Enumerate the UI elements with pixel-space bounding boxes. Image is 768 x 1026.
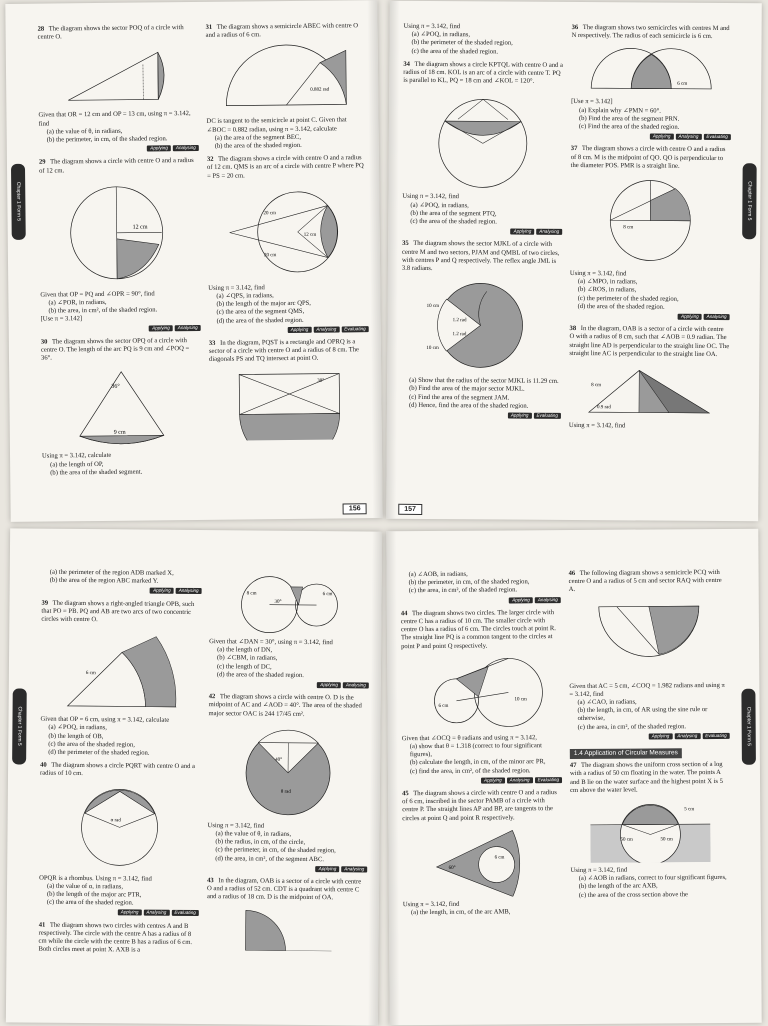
hots-badge: Analysing — [343, 682, 369, 688]
hots-badge: Applying — [509, 597, 533, 603]
hots-badge: Applying — [317, 682, 341, 688]
hots-badges — [39, 908, 199, 918]
part-b: (b) the area of the shaded region. — [207, 141, 367, 151]
sector-diagram — [61, 366, 182, 449]
question-38-continued — [42, 569, 202, 596]
question-45 — [402, 789, 563, 917]
question-number: 35 — [402, 240, 409, 247]
angle-label: 1.2 rad — [453, 318, 467, 323]
question-46 — [569, 569, 730, 741]
length-label: 8 cm — [591, 383, 601, 388]
question-32 — [207, 154, 369, 334]
question-number: 29 — [39, 159, 46, 166]
question-number: 33 — [209, 340, 216, 347]
question-31 — [206, 22, 367, 151]
sector-diagram — [416, 277, 547, 374]
hots-badge: Applying — [316, 866, 340, 872]
part-c: (c) the perimeter of the shaded region, — [570, 295, 730, 304]
chapter-tab: Chapter 1 Form 5 — [741, 689, 756, 765]
sector-diagram — [231, 906, 341, 951]
length-label: 10 cm — [426, 346, 439, 351]
part-b: (b) the length of the major arc QPS, — [208, 299, 368, 309]
hots-badge: Evaluating — [171, 910, 199, 916]
part-a: (a) the length, in cm, of the arc AMB, — [403, 908, 563, 917]
question-35 — [401, 240, 562, 420]
page-159 — [386, 529, 761, 1026]
semicircle-diagram — [589, 598, 710, 679]
circle-diagram — [64, 178, 175, 287]
question-44 — [401, 609, 562, 785]
question-text: The diagram shows a circle with centre O and a radius of 6 cm, inscribed in the sector PAMB of a circle with centre P. The straight lines AP and BP, are tangents to the circles at point Q and point R respectively. — [402, 789, 557, 822]
question-number: 31 — [206, 24, 213, 31]
question-number: 32 — [207, 156, 214, 163]
part-b: (b) calculate the length, in cm, of the minor arc PR, — [402, 759, 562, 768]
question-text: The diagram shows a circle with centre O and a radius of 8 cm. M is the midpoint of QO. QO is perpendicular to the diameter POS. PMR is a straight line. — [571, 145, 726, 169]
part-a: (a) the value of α, in radians, — [39, 882, 199, 892]
question-text: In the diagram, OAB is a sector of a circle with centre O with a radius of 8 cm, such that ∠AOB = 0.9 radian. The straight line AD is perpendicular to the straight line OC. The straight line AC is perpendicular to the straight line OA. — [569, 325, 729, 358]
hots-badge: Analysing — [175, 325, 201, 331]
given-text: Using π = 3.142, find — [208, 822, 368, 832]
question-text: The diagram shows a circle with centre O. D is the midpoint of AC and ∠AOD = 40°. The area of the shaded major sector OAC is 244 17/45 cm². — [209, 693, 362, 717]
part-c: (c) the area, in cm², of the shaded region. — [401, 586, 561, 595]
part-a: (a) ∠POQ, in radians, — [40, 724, 200, 734]
question-39 — [40, 599, 201, 758]
question-38 — [569, 325, 730, 431]
question-number: 34 — [403, 61, 410, 68]
given-text: Given that OP = PQ and ∠OPR = 90°, find — [40, 290, 200, 300]
circle-diagram — [417, 89, 548, 190]
part-b: (b) the area of the shaded segment. — [42, 468, 202, 478]
part-b: (b) the length of the major arc PTR, — [39, 891, 199, 901]
question-42 — [207, 693, 369, 873]
given-text: Using π = 3.142, find — [403, 900, 563, 909]
hots-badge: Evaluating — [341, 326, 369, 332]
question-text: The diagram shows a circle with centre O and a radius of 12 cm. QMS is an arc of a circle with centre P where PQ = PS = 20 cm. — [207, 154, 364, 179]
hots-badges — [571, 132, 731, 141]
circle-diagram — [217, 183, 358, 280]
hots-badge: Applying — [150, 588, 174, 594]
question-text: The diagram shows two circles with centres A and B respectively. The circle with the centre A has a radius of 8 cm while the circle with the centre B has a radius of 6 cm. Both circles meet at point X. AXB is a — [38, 921, 192, 953]
angle-label: 0.9 rad — [597, 405, 611, 410]
given-text: Using π = 3.142, find — [570, 270, 730, 279]
question-36 — [571, 24, 732, 142]
given-text: Given that AC = 5 cm, ∠COQ = 1.982 radians and using π = 3.142, find — [569, 682, 729, 700]
hots-badge: Applying — [481, 777, 505, 783]
page-gutter — [368, 532, 382, 1026]
given-text: Given that ∠OCQ = θ radians and using π = 3.142, — [402, 734, 562, 743]
part-d: (d) the perimeter of the shaded region. — [40, 749, 200, 759]
question-text: The diagram shows a circle KPTQL with centre O and a radius of 18 cm. KOL is an arc of a circle with centre T. PQ is parallel to KL, PQ = 18 cm and ∠KOL = 120°. — [403, 61, 563, 85]
hots-badges — [209, 325, 369, 335]
question-number: 43 — [207, 877, 214, 884]
given-text: Given that OP = 6 cm, using π = 3.142, calculate — [40, 716, 200, 726]
question-text: In the diagram, PQST is a rectangle and OPRQ is a sector of a circle with centre O and a radius of 8 cm. The diagonals PS and TQ intersect at point O. — [209, 338, 359, 363]
page-157 — [386, 1, 762, 522]
angle-label: θ rad — [281, 790, 292, 795]
question-30 — [41, 337, 202, 478]
length-label: 6 cm — [438, 704, 448, 709]
hots-badges — [42, 586, 202, 596]
part-c: (c) the area of the shaded region. — [39, 899, 199, 909]
column-right — [569, 24, 732, 436]
part-c: (c) the area of the cross section above the — [571, 891, 731, 900]
part-a: (a) ∠QPS, in radians, — [208, 291, 368, 301]
chapter-tab: Chapter 1 Form 5 — [12, 688, 27, 764]
radius-label: 50 cm — [660, 837, 673, 842]
question-text: The diagram shows two circles. The larger circle with centre C has a radius of 10 cm. The smaller circle with centre O has a radius of 6 cm. The circles touch at point R. The straight line PQ is a common tangent to the circles at point P and point Q respectively. — [401, 609, 556, 650]
length-label: 6 cm — [86, 671, 96, 676]
angle-label: α rad — [111, 818, 122, 823]
length-label: 8 cm — [623, 225, 633, 230]
angle-label: 30° — [317, 378, 324, 383]
hots-badge: Applying — [650, 134, 674, 140]
given-text: Using π = 3.142, find — [569, 422, 729, 431]
section-title: Application of Circular Measures — [584, 749, 678, 757]
question-47 — [570, 761, 731, 900]
circle-diagram — [595, 174, 706, 267]
part-b: (b) ∠ROS, in radians, — [570, 286, 730, 295]
page-gutter — [386, 531, 399, 1025]
hots-badge: Applying — [508, 413, 532, 419]
angle-label: 0.882 rad — [310, 88, 329, 93]
length-label: 20 cm — [263, 211, 276, 216]
hots-badge: Evaluating — [535, 777, 562, 783]
two-circles-diagram — [416, 654, 547, 731]
page-number: 157 — [398, 504, 422, 515]
part-c: (c) find the area, in cm², of the shaded region. — [402, 767, 562, 776]
given-text: Using π = 3.142, find — [571, 866, 731, 875]
question-33 — [209, 338, 370, 440]
length-label: 12 cm — [304, 233, 317, 238]
rectangle-diagram — [229, 367, 350, 440]
part-c: (c) the area of the shaded region. — [403, 47, 563, 56]
part-a: (a) the length of OP, — [42, 460, 202, 470]
hots-badges — [402, 776, 562, 785]
hots-badge: Applying — [288, 327, 312, 333]
question-number: 46 — [569, 570, 576, 577]
part-b: (b) the length of OB, — [40, 732, 200, 742]
page-158 — [6, 528, 382, 1025]
question-28 — [38, 24, 199, 154]
given-text: OPQR is a rhombus. Using π = 3.142, find — [39, 874, 199, 884]
part-a: (a) the length of DN, — [209, 646, 369, 656]
question-number: 36 — [572, 24, 579, 31]
part-b: (b) the area, in cm², of the shaded region. — [40, 306, 200, 316]
height-label: 5 cm — [684, 807, 694, 812]
question-number: 40 — [40, 762, 47, 769]
question-text: The diagram shows a circle with centre O and a radius of 12 cm. — [39, 157, 194, 174]
part-b: (b) the area of the region ABC marked Y. — [42, 577, 202, 587]
question-text: The diagram shows the sector MJKL of a circle with centre M and two sectors, PJAM and QMBL of two circles, with centres P and Q respectively. The reflex angle JML is 3.8 radians. — [402, 240, 559, 272]
question-text: The following diagram shows a semicircle PCQ with centre O and a radius of 5 cm and sector RAQ with centre A. — [569, 569, 722, 593]
hots-badges — [402, 227, 562, 236]
hots-badge: Analysing — [143, 910, 169, 916]
length-label: 10 cm — [514, 697, 527, 702]
part-a: (a) the value of θ, in radians, — [207, 830, 367, 840]
part-c: (c) the area of the segment QMS, — [209, 308, 369, 318]
angle-label: 30° — [275, 600, 282, 605]
part-d: (d) the area of the shaded region. — [570, 303, 730, 312]
hots-badges — [401, 411, 561, 420]
part-c: (c) Find the area of the segment JAM. — [401, 393, 561, 402]
question-number: 37 — [571, 145, 578, 152]
hots-badge: Analysing — [313, 326, 339, 332]
part-d: (d) Hence, find the area of the shaded region. — [401, 402, 561, 411]
section-code: 1.4 — [574, 750, 583, 757]
triangle-diagram — [56, 628, 187, 713]
hots-badge: Evaluating — [702, 733, 729, 739]
hots-badge: Evaluating — [533, 413, 560, 419]
hots-badge: Analysing — [675, 134, 701, 140]
part-d: (d) the area of the shaded region. — [209, 316, 369, 326]
length-label: 8 cm — [247, 591, 257, 596]
question-number: 30 — [41, 338, 48, 345]
column-right — [206, 570, 369, 956]
question-40 — [39, 762, 200, 918]
column-left — [38, 569, 201, 961]
question-43-continued — [401, 570, 561, 605]
log-cross-section-diagram — [590, 798, 710, 863]
question-text: The diagram shows a right-angled triangle OPB, such that PO = PB. PQ and AB are two arcs of two concentric circles with centre O. — [41, 599, 194, 623]
hots-badge: Applying — [118, 910, 142, 916]
hots-badges — [207, 864, 367, 874]
part-b: (b) ∠CBM, in radians, — [209, 655, 369, 665]
question-33-continued — [403, 23, 563, 57]
given-text: Using π = 3.142, find — [404, 23, 564, 32]
use-pi: [Use π = 3.142] — [571, 98, 731, 107]
part-b: (b) the length of the arc AXB, — [571, 882, 731, 891]
hots-badges — [39, 144, 199, 154]
length-label: 6 cm — [495, 855, 505, 860]
hots-badges — [209, 680, 369, 690]
part-c: (c) the area of the shaded region, — [40, 740, 200, 750]
part-a: (a) the value of θ, in radians, — [39, 127, 199, 137]
hots-badge: Analysing — [507, 777, 533, 783]
part-a: (a) ∠POQ, in radians, — [402, 201, 562, 210]
question-34 — [402, 61, 563, 237]
question-text: The diagram shows the uniform cross section of a log with a radius of 50 cm floating in the water. The points A and B lie on the water surface and the highest point X is 5 cm above the water level. — [570, 761, 723, 794]
hots-badge: Applying — [649, 733, 673, 739]
use-pi: [Use π = 3.142] — [41, 314, 201, 324]
part-a: (a) ∠AOB in radians, correct to four significant figures, — [571, 874, 731, 883]
hots-badge: Analysing — [535, 597, 561, 603]
question-number: 41 — [39, 921, 46, 928]
radius-label: 50 cm — [620, 838, 633, 843]
length-label: 6 cm — [323, 592, 333, 597]
question-number: 47 — [570, 762, 577, 769]
length-label: 10 cm — [427, 304, 440, 309]
part-b: (b) the length, in cm, of AR using the sine rule or otherwise, — [570, 706, 730, 724]
angle-label: 36° — [111, 383, 120, 390]
column-right — [569, 569, 731, 905]
hots-badges — [401, 596, 561, 605]
part-a: (a) show that θ = 1.318 (correct to four significant figures), — [402, 742, 562, 760]
page-number: 156 — [343, 503, 367, 514]
radius-label: 12 cm — [133, 224, 148, 230]
hots-badges — [41, 324, 201, 334]
question-text: The diagram shows the sector POQ of a circle with centre O. — [38, 24, 184, 41]
part-a: (a) ∠MPO, in radians, — [570, 278, 730, 287]
part-a: (a) ∠AOB, in radians, — [401, 570, 561, 579]
semicircle-diagram — [216, 43, 357, 114]
angle-label: 1.2 rad — [452, 332, 466, 337]
question-29 — [39, 157, 201, 333]
hots-badge: Analysing — [536, 229, 562, 235]
part-c: (c) the length of DC, — [209, 663, 369, 673]
hots-badge: Analysing — [341, 866, 367, 872]
hots-badges — [570, 732, 730, 741]
question-number: 45 — [402, 790, 409, 797]
part-c: (c) the area, in cm², of the shaded region. — [570, 723, 730, 732]
part-c: (c) the perimeter, in cm, of the shaded region, — [207, 847, 367, 857]
part-c: (c) Find the area of the shaded region. — [571, 123, 731, 132]
angle-label: 40° — [275, 758, 282, 763]
column-right — [206, 22, 370, 445]
circle-diagram — [233, 722, 344, 819]
part-a: (a) ∠POR, in radians, — [40, 298, 200, 308]
part-d: (d) the area, in cm², of the segment ABC. — [207, 855, 367, 865]
part-a: (a) the area of the segment BEC, — [207, 133, 367, 143]
question-number: 44 — [401, 610, 408, 617]
given-text: Given that OR = 12 cm and OP = 13 cm, using π = 3.142, find — [38, 110, 198, 128]
column-left — [401, 23, 564, 425]
part-b: (b) the perimeter, in cm, of the shaded region, — [401, 578, 561, 587]
hots-badge: Applying — [147, 145, 171, 151]
question-number: 39 — [41, 599, 48, 606]
part-a: (a) ∠POQ, in radians, — [404, 31, 564, 40]
length-label: 20 cm — [264, 253, 277, 258]
page-156 — [5, 0, 382, 522]
sector-diagram — [422, 826, 542, 897]
part-b: (b) Find the area of the major sector MJKL. — [401, 385, 561, 394]
page-gutter — [386, 1, 400, 519]
hots-badge: Applying — [678, 314, 702, 320]
given-text: Using π = 3.142, calculate — [42, 451, 202, 461]
sector-diagram — [579, 362, 719, 419]
given-text: DC is tangent to the semicircle at point C. Given that ∠BOC = 0.882 radian, using π = 3.142, calculate — [207, 117, 367, 135]
question-text: The diagram shows two semicircles with centres M and N respectively. The radius of each semicircle is 6 cm. — [572, 24, 730, 40]
question-text: The diagram shows a semicircle ABEC with centre O and a radius of 6 cm. — [206, 22, 358, 39]
hots-badges — [570, 312, 730, 321]
part-a: (a) Explain why ∠PMN = 60°. — [571, 107, 731, 116]
section-heading — [570, 748, 682, 759]
column-left — [38, 24, 203, 483]
hots-badge: Analysing — [674, 733, 700, 739]
part-d: (d) the area of the shaded region. — [209, 671, 369, 681]
question-text: The diagram shows the sector OPQ of a circle with centre O. The length of the arc PQ is 9 cm and ∠POQ = 36°. — [41, 337, 189, 362]
part-b: (b) the perimeter, in cm, of the shaded region. — [39, 135, 199, 145]
question-43 — [206, 877, 367, 951]
hots-badge: Analysing — [704, 314, 730, 320]
part-b: (b) the radius, in cm, of the circle, — [207, 838, 367, 848]
chapter-tab: Chapter 1 Form 5 — [11, 164, 26, 240]
part-b: (b) the area of the segment PTQ, — [402, 210, 562, 219]
two-circles-diagram — [224, 574, 355, 635]
hots-badge: Evaluating — [703, 134, 730, 140]
given-text: Given that ∠DAN = 30°, using π = 3.142, find — [209, 638, 369, 648]
hots-badge: Analysing — [176, 588, 202, 594]
question-number: 28 — [38, 26, 45, 33]
semicircle-diagram — [581, 44, 721, 95]
part-b: (b) Find the area of the segment PRN. — [571, 115, 731, 124]
question-41-continued — [209, 574, 370, 690]
question-text: In the diagram, OAB is a sector of a circle with centre O and a radius of 52 cm. CDT is a quadrant with centre C and a radius of 18 cm. D is the midpoint of OA. — [207, 877, 361, 901]
part-a: (a) the perimeter of the region ADB marked X, — [42, 569, 202, 579]
column-left — [401, 570, 563, 922]
question-37 — [570, 145, 731, 321]
sector-diagram — [58, 45, 179, 108]
hots-badge: Applying — [511, 229, 535, 235]
question-41 — [38, 921, 198, 955]
hots-badge: Applying — [149, 325, 173, 331]
angle-label: 60° — [449, 866, 456, 871]
given-text: Using π = 3.142, find — [402, 193, 562, 202]
question-number: 38 — [570, 325, 577, 332]
part-a: (a) Show that the radius of the sector MJKL is 11.29 cm. — [401, 377, 561, 386]
base-label: 9 cm — [114, 430, 126, 436]
given-text: Using π = 3.142, find — [208, 283, 368, 293]
question-number: 42 — [209, 693, 216, 700]
part-c: (c) the area of the shaded region. — [402, 218, 562, 227]
part-b: (b) the perimeter of the shaded region, — [403, 39, 563, 48]
circle-diagram — [64, 783, 175, 872]
length-label: 6 cm — [677, 82, 687, 87]
part-a: (a) ∠CAO, in radians, — [569, 698, 729, 707]
hots-badge: Analysing — [173, 145, 199, 151]
question-text: The diagram shows a circle PQRT with centre O and a radius of 10 cm. — [40, 762, 195, 777]
chapter-tab: Chapter 1 Form 5 — [742, 163, 757, 239]
